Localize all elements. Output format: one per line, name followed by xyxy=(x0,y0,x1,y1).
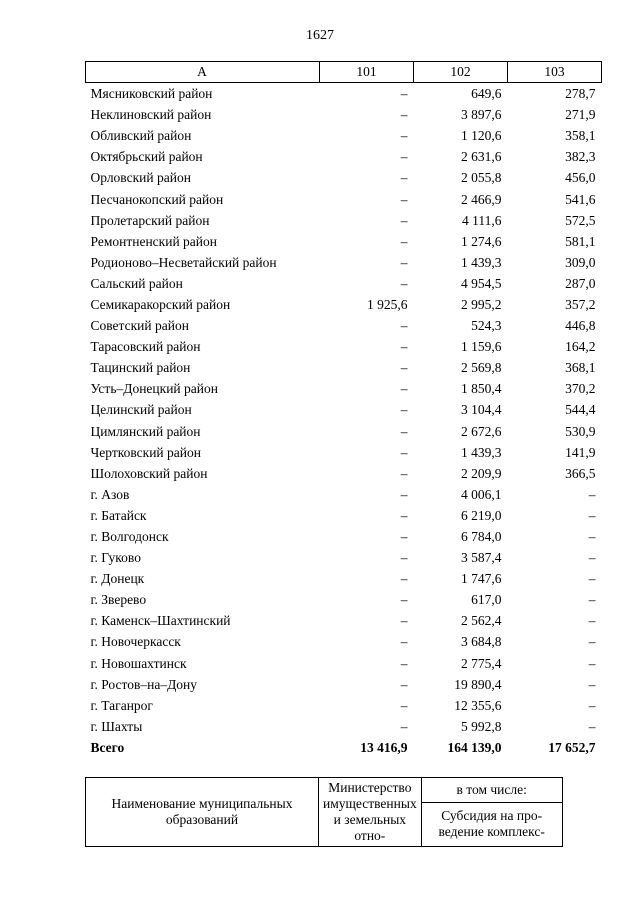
row-value-101: – xyxy=(400,381,408,397)
row-value-102: 4 006,1 xyxy=(461,486,502,502)
row-value-102: 1 747,6 xyxy=(461,571,502,587)
table-row xyxy=(86,167,602,188)
table-row xyxy=(86,188,602,209)
table-row xyxy=(86,484,602,505)
row-value-102: 3 897,6 xyxy=(461,107,502,123)
row-value-101: – xyxy=(400,486,408,502)
row-value-101: – xyxy=(400,149,408,165)
row-name: Октябрьский район xyxy=(90,149,203,165)
row-value-101: – xyxy=(400,339,408,355)
table-row xyxy=(86,104,602,125)
row-value-103: 357,2 xyxy=(565,296,596,312)
row-value-101: – xyxy=(400,191,408,207)
row-value-102: 6 219,0 xyxy=(461,507,502,523)
row-name: Мясниковский район xyxy=(90,86,213,102)
table-row xyxy=(86,315,602,336)
row-value-103: 572,5 xyxy=(565,212,596,228)
table-row xyxy=(86,610,602,631)
row-value-102: 2 631,6 xyxy=(461,149,502,165)
row-value-103: 530,9 xyxy=(565,423,596,439)
table-row xyxy=(86,252,602,273)
row-value-102: 3 684,8 xyxy=(461,634,502,650)
row-name: Целинский район xyxy=(90,402,192,418)
row-value-102: 649,6 xyxy=(471,86,502,102)
row-value-102: 1 159,6 xyxy=(461,339,502,355)
row-value-103: 581,1 xyxy=(565,233,596,249)
table-row xyxy=(86,357,602,378)
row-value-102: 2 569,8 xyxy=(461,360,502,376)
total-value: 164 139,0 xyxy=(447,739,502,755)
row-value-103: 271,9 xyxy=(565,107,596,123)
row-name: г. Новошахтинск xyxy=(90,655,187,671)
subsidy-header: Субсидия на проведение комплекс- xyxy=(421,802,562,846)
row-value-102: 3 104,4 xyxy=(461,402,502,418)
row-name: г. Таганрог xyxy=(90,697,153,713)
row-name: Цимлянский район xyxy=(90,423,201,439)
row-value-101: – xyxy=(400,718,408,734)
row-value-101: – xyxy=(400,507,408,523)
row-value-101: – xyxy=(400,655,408,671)
row-value-103: 358,1 xyxy=(565,128,596,144)
row-name: г. Гуково xyxy=(90,550,141,566)
row-value-102: 19 890,4 xyxy=(454,676,502,692)
row-value-103: – xyxy=(588,529,596,545)
row-name: Сальский район xyxy=(90,275,183,291)
row-value-101: – xyxy=(400,571,408,587)
page-number: 1627 xyxy=(306,28,334,43)
table-row xyxy=(86,568,602,589)
row-value-103: 287,0 xyxy=(565,275,596,291)
row-name: Тарасовский район xyxy=(90,339,201,355)
table-body xyxy=(86,83,602,759)
row-value-101: – xyxy=(400,107,408,123)
row-value-101: – xyxy=(400,676,408,692)
row-value-101: – xyxy=(400,592,408,608)
row-value-103: – xyxy=(588,718,596,734)
row-value-103: – xyxy=(588,676,596,692)
row-name: г. Новочеркасск xyxy=(90,634,181,650)
row-value-103: 446,8 xyxy=(565,318,596,334)
row-value-103: – xyxy=(588,507,596,523)
row-value-103: 456,0 xyxy=(565,170,596,186)
table-row xyxy=(86,146,602,167)
row-value-103: – xyxy=(588,613,596,629)
row-value-101: – xyxy=(400,529,408,545)
table-row xyxy=(86,210,602,231)
table-header-row xyxy=(86,62,602,83)
row-value-103: 309,0 xyxy=(565,254,596,270)
table-row xyxy=(86,526,602,547)
row-name: Советский район xyxy=(90,318,189,334)
row-name: г. Волгодонск xyxy=(90,529,169,545)
row-value-103: 141,9 xyxy=(565,444,596,460)
row-value-103: 368,1 xyxy=(565,360,596,376)
row-value-102: 6 784,0 xyxy=(461,529,502,545)
row-value-103: 164,2 xyxy=(565,339,596,355)
row-name: Тацинский район xyxy=(90,360,191,376)
row-value-101: – xyxy=(400,613,408,629)
row-value-103: 544,4 xyxy=(565,402,596,418)
table-row xyxy=(86,294,602,315)
row-name: Семикаракорский район xyxy=(90,296,231,312)
row-value-102: 2 209,9 xyxy=(461,465,502,481)
row-value-102: 4 111,6 xyxy=(462,212,502,228)
row-value-102: 4 954,5 xyxy=(461,275,502,291)
row-value-102: 1 274,6 xyxy=(461,233,502,249)
row-value-103: 382,3 xyxy=(565,149,596,165)
row-value-102: 2 995,2 xyxy=(461,296,502,312)
row-value-101: – xyxy=(400,233,408,249)
header-col-103: 103 xyxy=(508,62,602,83)
municipal-names-header: Наименование муниципальных образований xyxy=(86,778,319,847)
row-name: г. Азов xyxy=(90,486,130,502)
row-value-103: 278,7 xyxy=(565,86,596,102)
row-value-101: 1 925,6 xyxy=(367,296,408,312)
row-name: г. Батайск xyxy=(90,507,147,523)
row-value-102: 617,0 xyxy=(471,592,502,608)
row-value-103: – xyxy=(588,592,596,608)
row-value-103: 541,6 xyxy=(565,191,596,207)
row-name: Чертковский район xyxy=(90,444,201,460)
row-value-102: 12 355,6 xyxy=(454,697,502,713)
row-value-101: – xyxy=(400,465,408,481)
row-name: г. Донецк xyxy=(90,571,145,587)
row-name: г. Шахты xyxy=(90,718,143,734)
row-value-102: 1 850,4 xyxy=(461,381,502,397)
row-value-101: – xyxy=(400,402,408,418)
row-value-102: 1 439,3 xyxy=(461,444,502,460)
row-value-101: – xyxy=(400,86,408,102)
row-value-103: – xyxy=(588,550,596,566)
row-value-101: – xyxy=(400,318,408,334)
row-value-102: 2 055,8 xyxy=(461,170,502,186)
row-value-103: – xyxy=(588,634,596,650)
row-value-101: – xyxy=(400,360,408,376)
row-value-101: – xyxy=(400,634,408,650)
row-value-103: 366,5 xyxy=(565,465,596,481)
row-name: Шолоховский район xyxy=(90,465,208,481)
table-row xyxy=(86,463,602,484)
row-value-102: 524,3 xyxy=(471,318,502,334)
total-row xyxy=(86,737,602,758)
data-table xyxy=(85,61,602,758)
row-value-101: – xyxy=(400,170,408,186)
header-col-101: 101 xyxy=(320,62,414,83)
row-value-103: – xyxy=(588,697,596,713)
table-row xyxy=(86,695,602,716)
table-row xyxy=(86,547,602,568)
row-name: Песчанокопский район xyxy=(90,191,224,207)
row-value-103: – xyxy=(588,655,596,671)
table-row xyxy=(86,378,602,399)
total-value: 13 416,9 xyxy=(360,739,408,755)
row-value-101: – xyxy=(400,128,408,144)
total-value: 17 652,7 xyxy=(548,739,596,755)
table-row xyxy=(86,83,602,105)
table-row xyxy=(86,674,602,695)
second-table-header xyxy=(85,777,563,847)
header-col-102: 102 xyxy=(414,62,508,83)
table-row xyxy=(86,442,602,463)
table-row xyxy=(86,231,602,252)
row-value-101: – xyxy=(400,254,408,270)
table-row xyxy=(86,505,602,526)
row-name: Неклиновский район xyxy=(90,107,212,123)
row-name: Обливский район xyxy=(90,128,192,144)
row-value-101: – xyxy=(400,275,408,291)
table-row xyxy=(86,399,602,420)
row-name: Орловский район xyxy=(90,170,191,186)
row-name: Ремонтненский район xyxy=(90,233,217,249)
row-name: г. Ростов–на–Дону xyxy=(90,676,198,692)
row-value-102: 2 562,4 xyxy=(461,613,502,629)
row-name: Родионово–Несветайский район xyxy=(90,254,277,270)
ministry-header: Министерство имущественных и земельных отно- xyxy=(319,778,422,847)
row-value-101: – xyxy=(400,697,408,713)
row-value-103: – xyxy=(588,571,596,587)
row-value-101: – xyxy=(400,212,408,228)
row-value-102: 5 992,8 xyxy=(461,718,502,734)
row-value-102: 2 672,6 xyxy=(461,423,502,439)
row-value-102: 1 439,3 xyxy=(461,254,502,270)
row-value-101: – xyxy=(400,423,408,439)
table-row xyxy=(86,631,602,652)
row-value-102: 3 587,4 xyxy=(461,550,502,566)
row-value-102: 2 466,9 xyxy=(461,191,502,207)
table-row xyxy=(86,273,602,294)
table-row xyxy=(86,653,602,674)
row-value-101: – xyxy=(400,550,408,566)
header-col-a: А xyxy=(86,62,320,83)
row-value-101: – xyxy=(400,444,408,460)
table-row xyxy=(86,336,602,357)
row-name: Усть–Донецкий район xyxy=(90,381,218,397)
including-header: в том числе: xyxy=(421,778,562,803)
row-value-103: – xyxy=(588,486,596,502)
row-name: г. Зверево xyxy=(90,592,147,608)
table-row xyxy=(86,125,602,146)
row-name: Пролетарский район xyxy=(90,212,210,228)
total-label: Всего xyxy=(90,739,125,755)
table-row xyxy=(86,589,602,610)
row-value-103: 370,2 xyxy=(565,381,596,397)
row-name: г. Каменск–Шахтинский xyxy=(90,613,231,629)
table-row xyxy=(86,716,602,737)
table-row xyxy=(86,421,602,442)
row-value-102: 1 120,6 xyxy=(461,128,502,144)
row-value-102: 2 775,4 xyxy=(461,655,502,671)
